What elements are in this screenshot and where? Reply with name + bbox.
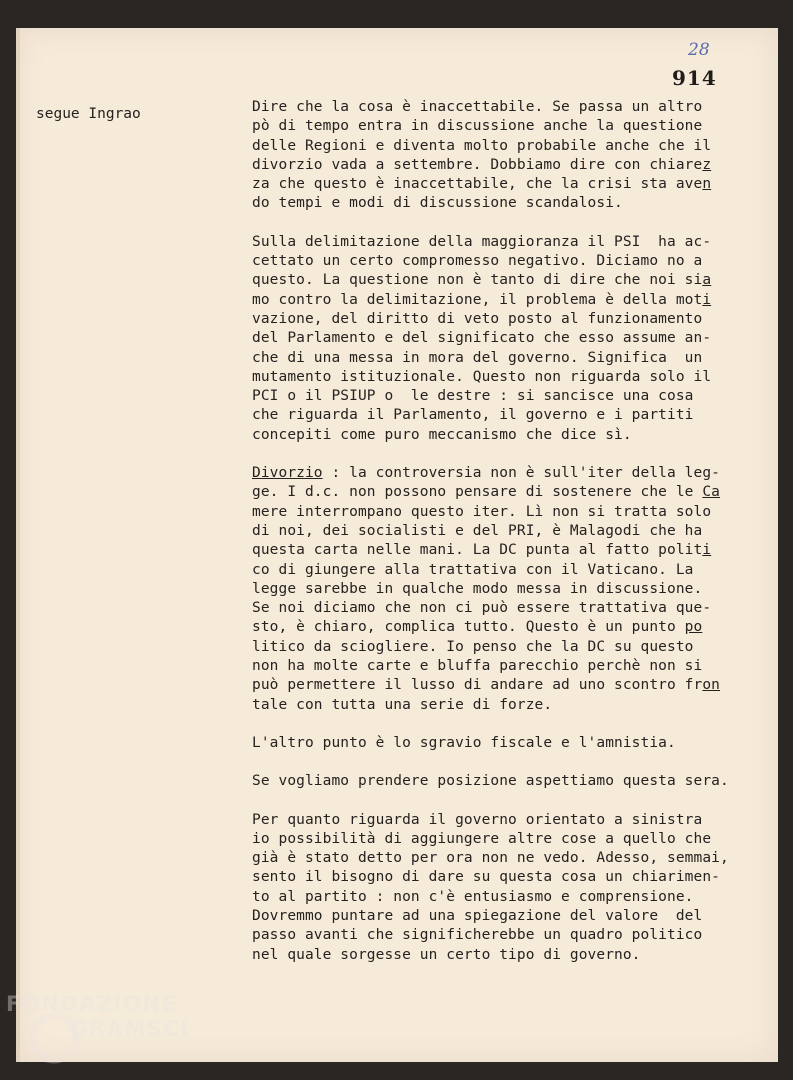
text-line (252, 811, 772, 830)
text-line (252, 483, 772, 502)
text-segment: questo. La questione non è tanto di dire che noi si (252, 272, 703, 289)
text-line (252, 291, 772, 310)
text-line (252, 849, 772, 868)
underlined-text: z (702, 156, 712, 173)
watermark-line-2: GRAMSCI (70, 1017, 190, 1041)
text-segment: mutamento istituzionale. Questo non riguarda solo il (252, 368, 712, 385)
text-line (252, 137, 772, 156)
text-segment: vazione, del diritto di veto posto al funzionamento (252, 310, 703, 327)
text-segment: Sulla delimitazione della maggioranza il PSI ha ac- (252, 233, 712, 250)
text-line (252, 98, 772, 117)
text-line (252, 926, 772, 945)
text-line (252, 561, 772, 580)
text-segment: Dovremmo puntare ad una spiegazione del valore del (252, 907, 703, 924)
underlined-text: Ca (702, 484, 720, 501)
text-segment: Per quanto riguarda il governo orientato a sinistra (252, 811, 703, 828)
text-segment: sto, è chiaro, complica tutto. Questo è un punto (252, 619, 685, 636)
text-line (252, 638, 772, 657)
text-segment: Se noi diciamo che non ci può essere trattativa que- (252, 600, 712, 617)
text-segment: concepiti come puro meccanismo che dice sì. (252, 426, 632, 443)
text-segment: legge sarebbe in qualche modo messa in discussione. (252, 580, 703, 597)
text-line (252, 117, 772, 136)
text-segment: passo avanti che significherebbe un quadro politico (252, 927, 703, 944)
text-line (252, 676, 772, 695)
text-line (252, 541, 772, 560)
text-line (252, 946, 772, 965)
paragraph (252, 734, 772, 753)
text-segment: divorzio vada a settembre. Dobbiamo dire con chiare (252, 156, 703, 173)
text-segment: io possibilità di aggiungere altre cose a quello che (252, 830, 712, 847)
text-segment: sento il bisogno di dare su questa cosa un chiarimen- (252, 869, 720, 886)
text-segment: ge. I d.c. non possono pensare di sostenere che le (252, 484, 703, 501)
handwritten-page-number: 28 (688, 40, 710, 60)
underlined-text: n (702, 176, 712, 193)
text-line (252, 503, 772, 522)
paragraph (252, 464, 772, 715)
underlined-text: Divorzio (252, 465, 323, 482)
text-segment: Se vogliamo prendere posizione aspettiamo questa sera. (252, 773, 729, 790)
text-line (252, 580, 772, 599)
watermark-line-1: FONDAZIONE (6, 992, 178, 1016)
text-line (252, 868, 772, 887)
underlined-text: a (702, 272, 712, 289)
text-line (252, 349, 772, 368)
underlined-text: on (702, 677, 720, 694)
text-line (252, 368, 772, 387)
text-line (252, 233, 772, 252)
paragraph (252, 772, 772, 791)
text-segment: nel quale sorgesse un certo tipo di governo. (252, 946, 641, 963)
text-line (252, 830, 772, 849)
text-line (252, 329, 772, 348)
text-line (252, 618, 772, 637)
paragraph (252, 233, 772, 445)
text-line (252, 772, 772, 791)
text-line (252, 907, 772, 926)
text-segment: co di giungere alla trattativa con il Vaticano. La (252, 561, 694, 578)
text-segment: che di una messa in mora del governo. Significa un (252, 349, 703, 366)
text-line (252, 888, 772, 907)
text-segment: do tempi e modi di discussione scandalosi. (252, 195, 623, 212)
text-segment: PCI o il PSIUP o le destre : si sancisce una cosa (252, 388, 694, 405)
underlined-text: po (684, 619, 703, 636)
paragraph (252, 811, 772, 965)
text-line (252, 696, 772, 715)
text-line (252, 599, 772, 618)
text-segment: litico da sciogliere. Io penso che la DC su questo (252, 638, 694, 655)
text-line (252, 156, 772, 175)
text-segment: può permettere il lusso di andare ad uno scontro fr (252, 677, 703, 694)
text-segment: L'altro punto è lo sgravio fiscale e l'amnistia. (252, 734, 676, 751)
text-line (252, 175, 772, 194)
paragraph (252, 98, 772, 214)
text-segment: di noi, dei socialisti e del PRI, è Malagodi che ha (252, 522, 703, 539)
text-line (252, 252, 772, 271)
document-page (16, 28, 778, 1062)
text-line (252, 426, 772, 445)
text-line (252, 522, 772, 541)
text-segment: mere interrompano questo iter. Lì non si tratta solo (252, 503, 712, 520)
text-segment: : la controversia non è sull'iter della leg- (322, 465, 720, 482)
text-segment: già è stato detto per ora non ne vedo. Adesso, semmai, (252, 850, 729, 867)
text-segment: cettato un certo compromesso negativo. Diciamo no a (252, 253, 703, 270)
text-segment: tale con tutta una serie di forze. (252, 696, 553, 713)
text-line (252, 657, 772, 676)
text-line (252, 310, 772, 329)
page-edge (16, 28, 20, 1062)
text-line (252, 464, 772, 483)
margin-label: segue Ingrao (36, 106, 141, 122)
text-line (252, 406, 772, 425)
text-segment: za che questo è inaccettabile, che la crisi sta ave (252, 176, 703, 193)
text-line (252, 271, 772, 290)
text-segment: delle Regioni e diventa molto probabile anche che il (252, 137, 712, 154)
text-line (252, 194, 772, 213)
underlined-text: i (702, 291, 712, 308)
text-segment: pò di tempo entra in discussione anche la questione (252, 118, 703, 135)
text-segment: che riguarda il Parlamento, il governo e i partiti (252, 407, 694, 424)
text-line (252, 387, 772, 406)
watermark-logo-icon (26, 1010, 82, 1066)
text-segment: non ha molte carte e bluffa parecchio perchè non si (252, 658, 703, 675)
body-text (252, 98, 772, 984)
text-segment: questa carta nelle mani. La DC punta al fatto polit (252, 542, 703, 559)
page-number: 914 (672, 66, 717, 90)
text-segment: del Parlamento e del significato che esso assume an- (252, 330, 712, 347)
text-segment: mo contro la delimitazione, il problema è della mot (252, 291, 703, 308)
text-line (252, 734, 772, 753)
text-segment: Dire che la cosa è inaccettabile. Se passa un altro (252, 99, 703, 115)
underlined-text: i (702, 542, 712, 559)
text-segment: to al partito : non c'è entusiasmo e comprensione. (252, 888, 694, 905)
